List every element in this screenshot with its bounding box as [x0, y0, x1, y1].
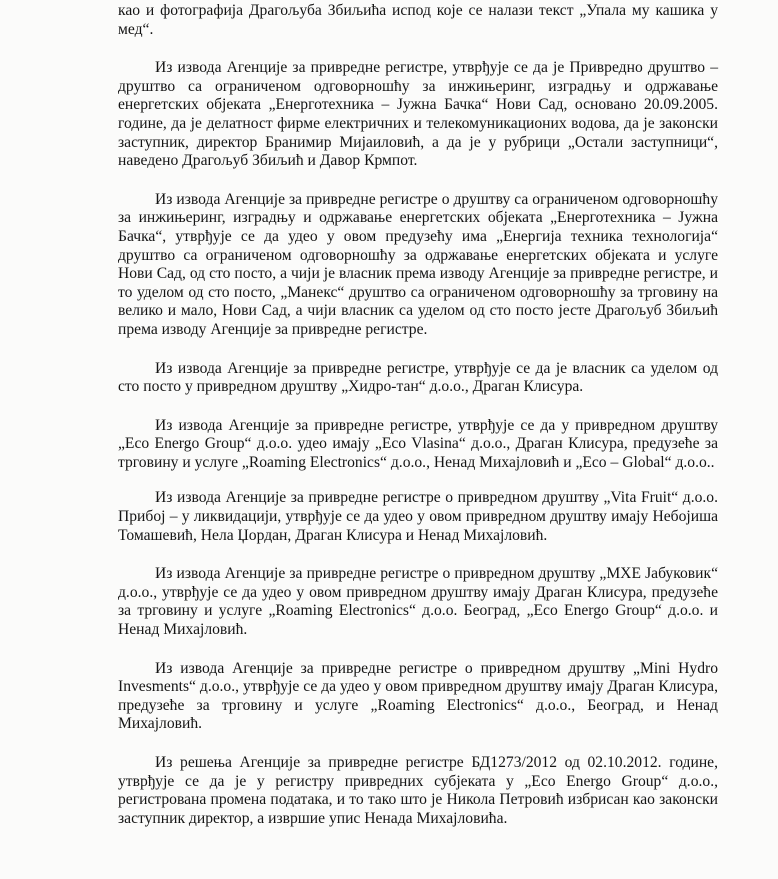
paragraph-vita-fruit: Из извода Агенције за привредне регистре о привредном друштву „Vita Fruit“ д.о.о. Прибој – у ликвидацији, утврђује се да удео у овом привредном друштву имају Небојиша Томашевић, Нела Џордан, Драган Клисура и Ненад Михајловић. [118, 489, 718, 544]
paragraph-energotehnika-ownership: Из извода Агенције за привредне регистре о друштву са ограниченом одговорношћу за инжињеринг, изградњу и одржавање енергетских објеката „Енерготехника – Јужна Бачка“, утврђује се да удео у овом предузећу има „Енергија техника технологија“ друштво са ограниченом одговорношћу за одржавање енергетских објеката и услуге Нови Сад, од сто посто, а чији је власник према изводу Агенције за привредне регистре, и то уделом од сто посто, „Манекс“ друштво са ограниченом одговорношћу за трговину на велико и мало, Нови Сад, а чији власник са уделом од сто посто јесте Драгољуб Збиљић према изводу Агенције за привредне регистре. [118, 190, 718, 338]
paragraph-continuation: као и фотографија Драгољуба Збиљића испод које се налази текст „Упала му кашика у мед“. [118, 2, 718, 38]
paragraph-mhe-jabukovik: Из извода Агенције за привредне регистре о привредном друштву „МХЕ Јабуковик“ д.о.о., утврђује се да удео у овом привредном друштву имају Драган Клисура, предузеће за трговину и услуге „Roaming Electronics“ д.о.о. Београд, „Eco Energo Group“ д.о.о. и Ненад Михајловић. [118, 565, 718, 639]
paragraph-decision-bd1273: Из решења Агенције за привредне регистре БД1273/2012 од 02.10.2012. године, утврђује се да је у регистру привредних субјеката у „Eco Energo Group“ д.о.о., регистрована промена података, и то тако што је Никола Петровић избрисан као законски заступник директор, а извршие упис Ненада Михајловића. [118, 754, 718, 827]
paragraph-mini-hydro: Из извода Агенције за привредне регистре о привредном друштву „Mini Hydro Invesments“ д.о.о., утврђује се да удео у овом привредном друштву имају Драган Клисура, предузеће за трговину и услуге „Roaming Electronics“ д.о.о., Београд, и Ненад Михајловић. [118, 659, 718, 733]
paragraph-energotehnika-registration: Из извода Агенције за привредне регистре, утврђује се да је Привредно друштво – друштво са ограниченом одговорношћу за инжињеринг, изградњу и одржавање енергетских објеката „Енерготехника – Јужна Бачка“ Нови Сад, основано 20.09.2005. године, да је делатност фирме електричних и телекомуникационих водова, да је законски заступник, директор Бранимир Мијаиловић, а да је у рубрици „Остали заступници“, наведено Драгољуб Збиљић и Давор Крмпот. [118, 59, 718, 170]
paragraph-eco-energo-group: Из извода Агенције за привредне регистре, утврђује се да у привредном друштву „Eco Energo Group“ д.о.о. удео имају „Eco Vlasina“ д.о.о., Драган Клисура, предузеће за трговину и услуге „Roaming Electronics“ д.о.о., Ненад Михајловић и „Eco – Global“ д.о.о.. [118, 416, 718, 471]
paragraph-hidro-tan: Из извода Агенције за привредне регистре, утврђује се да је власник са уделом од сто посто у привредном друштву „Хидро-тан“ д.о.о., Драган Клисура. [118, 359, 718, 396]
